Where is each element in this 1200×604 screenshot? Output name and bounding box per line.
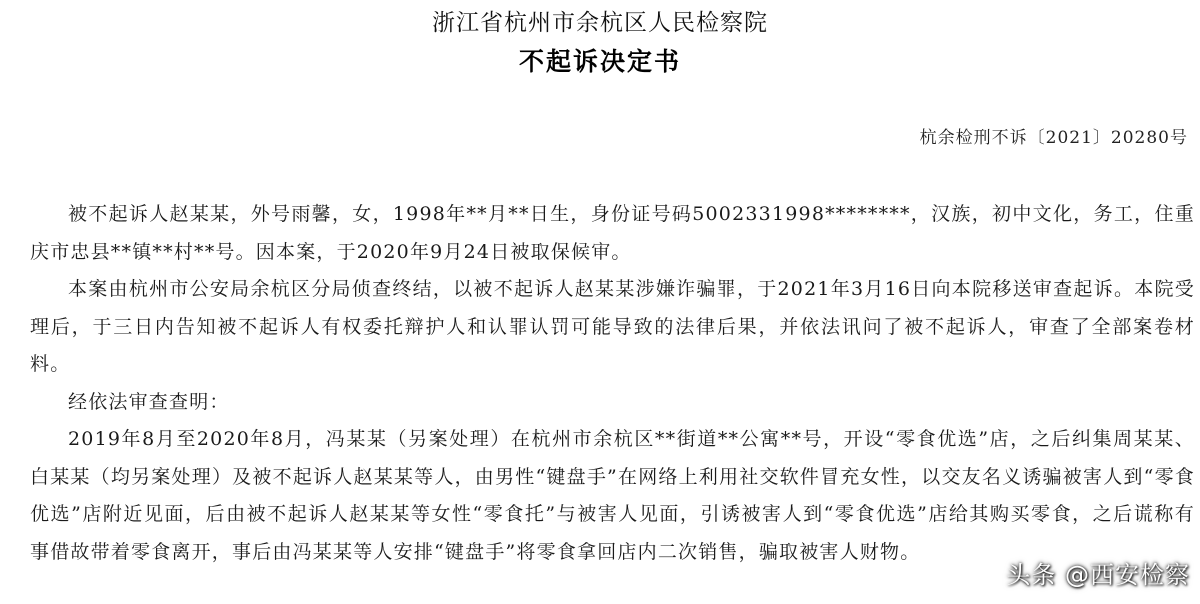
case-facts-paragraph: 2019年8月至2020年8月，冯某某（另案处理）在杭州市余杭区**街道**公寓**号，开设“零食优选”店，之后纠集周某某、白某某（均另案处理）及被不起诉人赵某某等人，由男性“键盘手”在网络上利用社交软件冒充女性，以交友名义诱骗被害人到“零食优选”店附近见面，后由被不起诉人赵某某等女性“零食托”与被害人见面，引诱被害人到“零食优选”店给其购买零食，之后谎称有事借故带着零食离开，事后由冯某某等人安排“键盘手”将零食拿回店内二次销售，骗取被害人财物。: [30, 428, 1195, 563]
source-watermark: 头条 @西安检察: [1006, 561, 1190, 589]
defendant-info-paragraph: 被不起诉人赵某某，外号雨馨，女，1998年**月**日生，身份证号码5002331998********，汉族，初中文化，务工，住重庆市忠县**镇**村**号。因本案，于2020年9月24日被取保候审。: [30, 203, 1195, 263]
document-number: 杭余检刑不诉〔2021〕20280号: [919, 128, 1188, 148]
findings-heading: 经依法审查查明：: [68, 390, 230, 413]
issuing-organization: 浙江省杭州市余杭区人民检察院: [432, 10, 768, 36]
document-body: [30, 196, 1195, 571]
document-title: 不起诉决定书: [518, 47, 681, 76]
case-procedure-paragraph: 本案由杭州市公安局余杭区分局侦查终结，以被不起诉人赵某某涉嫌诈骗罪，于2021年3月16日向本院移送审查起诉。本院受理后，于三日内告知被不起诉人有权委托辩护人和认罪认罚可能导致的法律后果，并依法讯问了被不起诉人，审查了全部案卷材料。: [30, 278, 1195, 375]
